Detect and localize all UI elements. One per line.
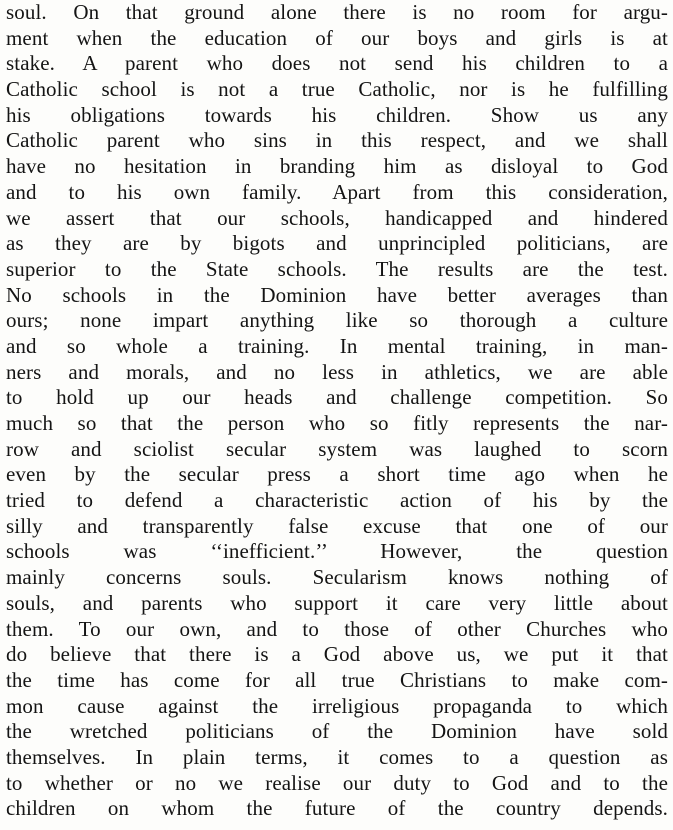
text-line: have no hesitation in branding him as disloyal to God [6, 154, 668, 179]
text-line: themselves. In plain terms, it comes to a question as [6, 744, 668, 769]
text-line: the time has come for all true Christians to make com- [6, 667, 668, 692]
text-line: superior to the State schools. The results are the test. [6, 256, 668, 281]
text-line: schools was ‘‘inefficient.’’ However, the question [6, 539, 668, 564]
text-line: soul. On that ground alone there is no room for argu- [6, 0, 668, 24]
text-line: ment when the education of our boys and girls is at [6, 25, 668, 50]
text-line: his obligations towards his children. Show us any [6, 102, 668, 127]
text-line: ours; none impart anything like so thorough a culture [6, 308, 668, 333]
text-line: and so whole a training. In mental training, in man- [6, 333, 668, 358]
body-text [6, 0, 668, 822]
text-line: children on whom the future of the country depends. [6, 796, 668, 821]
text-line: to whether or no we realise our duty to God and to the [6, 770, 668, 795]
text-line: souls, and parents who support it care very little about [6, 590, 668, 615]
text-line: the wretched politicians of the Dominion have sold [6, 719, 668, 744]
text-line: row and sciolist secular system was laughed to scorn [6, 436, 668, 461]
text-line: and to his own family. Apart from this consideration, [6, 179, 668, 204]
text-line: do believe that there is a God above us, we put it that [6, 642, 668, 667]
text-line: them. To our own, and to those of other Churches who [6, 616, 668, 641]
text-line: No schools in the Dominion have better averages than [6, 282, 668, 307]
text-line: to hold up our heads and challenge competition. So [6, 385, 668, 410]
text-line: tried to defend a characteristic action of his by the [6, 488, 668, 513]
text-line: much so that the person who so fitly represents the nar- [6, 411, 668, 435]
text-line: ners and morals, and no less in athletics, we are able [6, 359, 668, 384]
text-line: mon cause against the irreligious propaganda to which [6, 693, 668, 718]
text-line: even by the secular press a short time ago when he [6, 462, 668, 487]
text-line: we assert that our schools, handicapped and hindered [6, 205, 668, 230]
text-line: mainly concerns souls. Secularism knows nothing of [6, 565, 668, 590]
text-line: stake. A parent who does not send his children to a [6, 51, 668, 76]
text-line: as they are by bigots and unprincipled politicians, are [6, 231, 668, 256]
text-line: silly and transparently false excuse that one of our [6, 513, 668, 538]
text-line: Catholic parent who sins in this respect, and we shall [6, 128, 668, 153]
text-line: Catholic school is not a true Catholic, nor is he fulfilling [6, 77, 668, 102]
